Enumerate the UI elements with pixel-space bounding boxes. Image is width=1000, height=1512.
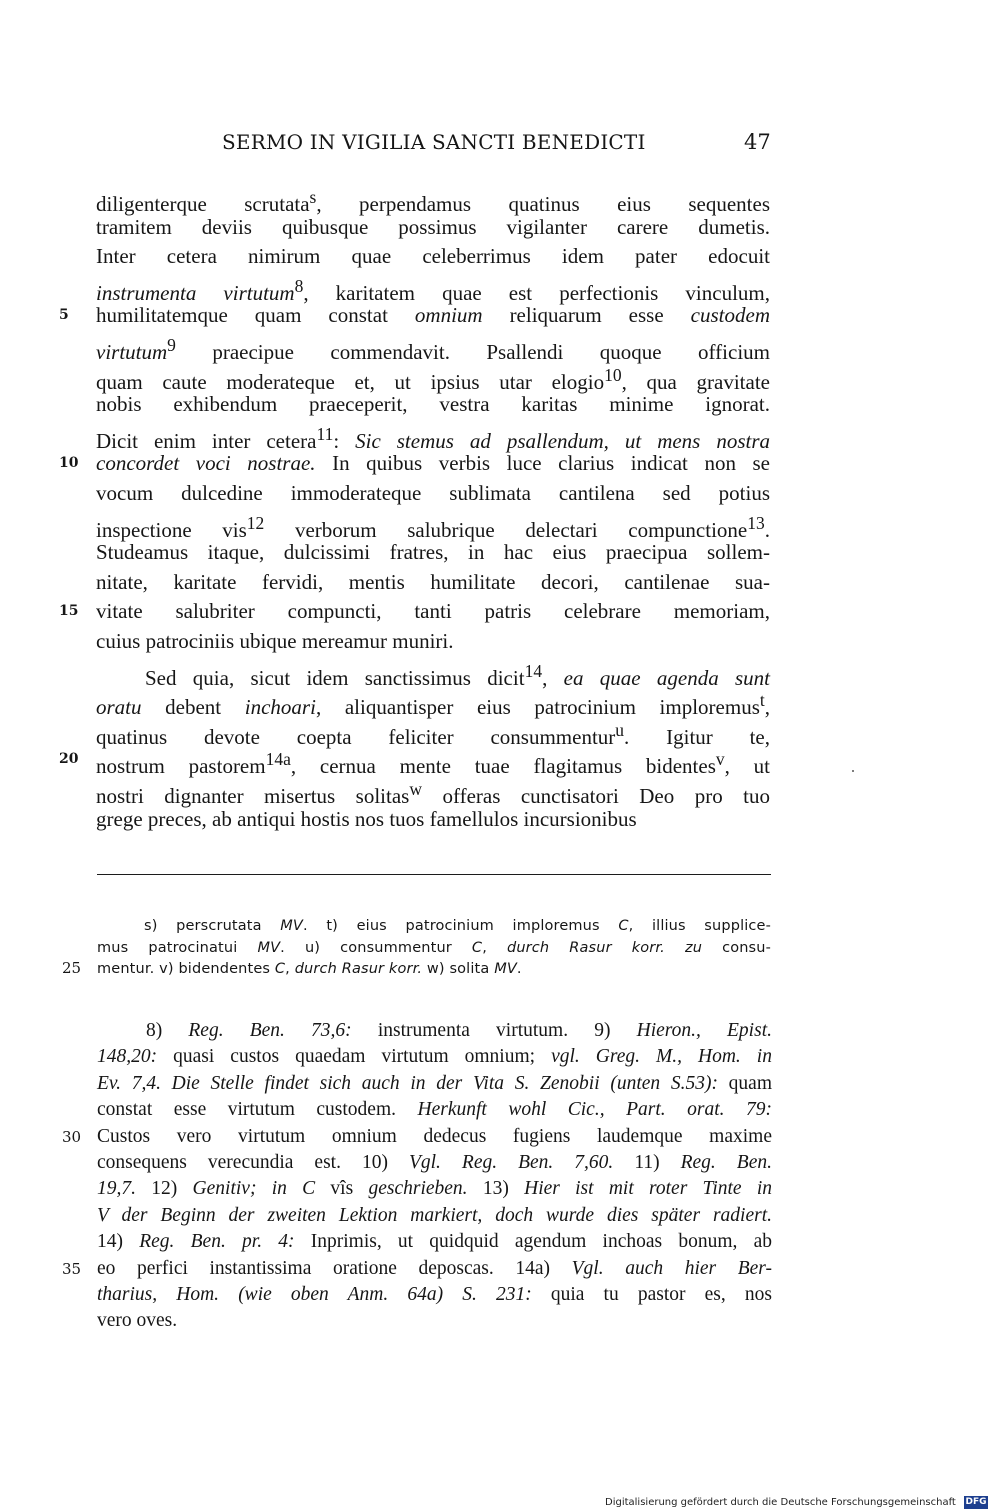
text-line: nobis exhibendum praeceperit, vestra karitas minime ignorat. (96, 392, 770, 417)
footnote-line: 14) Reg. Ben. pr. 4: Inprimis, ut quidquid agendum inchoas bonum, ab (97, 1231, 772, 1253)
footnote-line: 148,20: quasi custos quaedam virtutum omnium; vgl. Greg. M., Hom. in (97, 1046, 772, 1068)
text-line: cuius patrociniis ubique mereamur muniri. (96, 629, 454, 653)
footnote-line: Ev. 7,4. Die Stelle findet sich auch in der Vita S. Zenobii (unten S.53): quam (97, 1072, 772, 1094)
line-number: 25 (62, 959, 82, 977)
line-number: 20 (59, 751, 79, 768)
text-line: grege preces, ab antiqui hostis nos tuos famellulos incursionibus (96, 806, 637, 831)
apparatus-line: mus patrocinatui MV. u) consummentur C, durch Rasur korr. zu consu- (97, 939, 771, 956)
footnote-line: constat esse virtutum custodem. Herkunft wohl Cic., Part. orat. 79: (97, 1099, 772, 1121)
text-line: tramitem deviis quibusque possimus vigilanter carere dumetis. (96, 214, 770, 239)
text-line: Dicit enim inter cetera$^{11}$: Sic stemus ad psallendum, ut mens nostra (96, 423, 770, 453)
footnote-line: Custos vero virtutum omnium dedecus fugiens laudemque maxime (97, 1125, 772, 1147)
digitization-notice: Digitalisierung gefördert durch die Deutsche Forschungsgemeinschaft (605, 1497, 956, 1508)
line-number: 35 (62, 1259, 82, 1278)
apparatus-line: mentur. v) bidendentes C, durch Rasur korr. w) solita MV. (97, 961, 522, 977)
text-line: Sed quia, sicut idem sanctissimus dicit$^{14}$, ea quae agenda sunt (145, 660, 770, 690)
scan-speck (852, 770, 854, 772)
text-line: diligenterque scrutata$^s$, perpendamus quatinus eius sequentes (96, 187, 771, 216)
text-line: nostrum pastorem$^{14a}$, cernua mente tuae flagitamus bidentes$^v$, ut (96, 749, 771, 779)
text-line: quam caute moderateque et, ut ipsius utar elogio$^{10}$, qua gravitate (96, 364, 770, 394)
text-line: oratu debent inchoari, aliquantisper eius patrocinium imploremus$^t$, (96, 690, 770, 720)
footnote-line: vero oves. (97, 1310, 178, 1332)
text-line: vitate salubriter compuncti, tanti patris celebrare memoriam, (96, 599, 770, 624)
text-line: virtutum$^9$ praecipue commendavit. Psallendi quoque officium (96, 335, 770, 364)
text-line: inspectione vis$^{12}$ verborum salubrique delectari compunctione$^{13}$. (96, 512, 770, 542)
footnote-line: V der Beginn der zweiten Lektion markiert, doch wurde dies später radiert. (97, 1204, 772, 1226)
apparatus-line: s) perscrutata MV. t) eius patrocinium imploremus C, illius supplice- (144, 918, 771, 934)
line-number: 15 (59, 603, 79, 620)
footnote-line: tharius, Hom. (wie oben Anm. 64a) S. 231: quia tu pastor es, nos (97, 1284, 772, 1305)
text-line: Inter cetera nimirum quae celeberrimus idem pater edocuit (96, 244, 770, 269)
text-line: nostri dignanter misertus solitas$^w$ offeras cunctisatori Deo pro tuo (96, 779, 770, 808)
text-line: vocum dulcedine immoderateque sublimata cantilena sed potius (96, 481, 770, 505)
line-number: 5 (59, 307, 69, 324)
footnote-line: consequens verecundia est. 10) Vgl. Reg. Ben. 7,60. 11) Reg. Ben. (97, 1152, 772, 1173)
line-number: 10 (59, 455, 79, 472)
text-line: concordet voci nostrae. In quibus verbis luce clarius indicat non se (96, 451, 770, 476)
page-number: 47 (744, 130, 771, 154)
running-head-title: SERMO IN VIGILIA SANCTI BENEDICTI (222, 130, 646, 154)
footnote-line: 8) Reg. Ben. 73,6: instrumenta virtutum. 9) Hieron., Epist. (146, 1020, 772, 1041)
footnote-divider (97, 874, 771, 875)
text-line: instrumenta virtutum$^8$, karitatem quae est perfectionis vinculum, (96, 275, 770, 305)
text-line: nitate, karitate fervidi, mentis humilitate decori, cantilenae sua- (96, 569, 770, 594)
line-number: 30 (62, 1127, 82, 1146)
text-line: quatinus devote coepta feliciter consummentur$^u$. Igitur te, (96, 719, 770, 749)
footnote-line: eo perfici instantissima oratione deposcas. 14a) Vgl. auch hier Ber- (97, 1257, 772, 1279)
dfg-logo: DFG (965, 1497, 987, 1507)
footnote-line: 19,7. 12) Genitiv; in C vîs geschrieben. 13) Hier ist mit roter Tinte in (97, 1178, 773, 1200)
text-line: Studeamus itaque, dulcissimi fratres, in hac eius praecipua sollem- (96, 540, 770, 565)
text-line: humilitatemque quam constat omnium reliquarum esse custodem (96, 303, 770, 328)
